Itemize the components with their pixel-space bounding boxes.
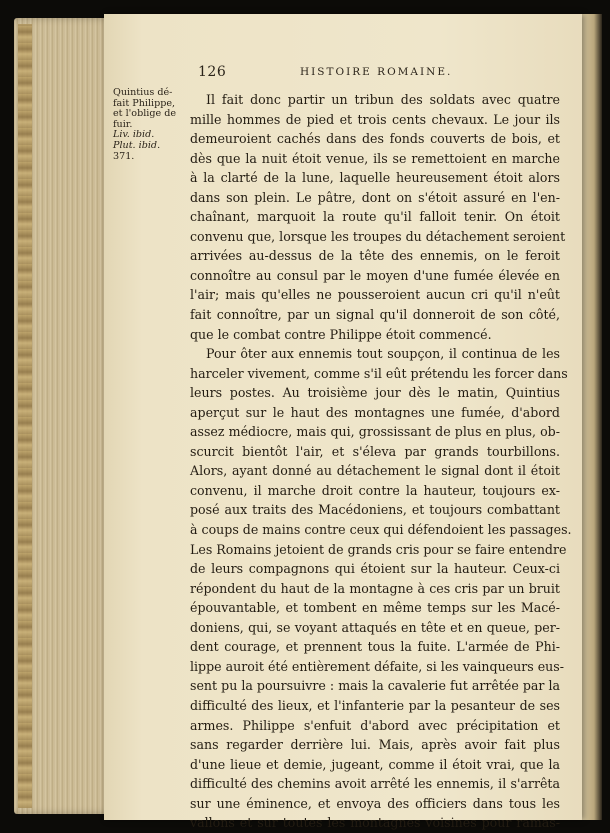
text-line: Les Romains jetoient de grands cris pour se faire entendre xyxy=(190,541,567,557)
text-line: sur une éminence, et envoya des officiers dans tous les xyxy=(190,795,560,811)
marginal-reference: Plut. ibid. xyxy=(113,139,161,151)
text-line: sans regarder derrière lui. Mais, après avoir fait plus xyxy=(190,737,560,753)
text-line: à coups de mains contre ceux qui défendoient les passages. xyxy=(190,522,572,538)
marginal-line: Quintius dé- xyxy=(113,87,173,98)
text-line: Il fait donc partir un tribun des soldats avec quatre xyxy=(206,92,560,107)
text-line: demeuroient cachés dans des fonds couverts de bois, et xyxy=(190,131,560,147)
marginal-line: fuir. xyxy=(113,118,133,130)
text-line: convenu, il marche droit contre la hauteur, toujours ex- xyxy=(190,482,560,498)
text-line: lippe auroit été entièrement défaite, si les vainqueurs eus- xyxy=(190,658,565,674)
text-line: fait connoître, par un signal qu'il donneroit de son côté, xyxy=(190,307,560,323)
text-line: chaînant, marquoit la route qu'il falloit tenir. On étoit xyxy=(190,209,560,225)
marbled-edge xyxy=(18,24,32,808)
text-line: connoître au consul par le moyen d'une fumée élevée en xyxy=(190,267,560,283)
text-line: arrivées au-dessus de la tête des ennemis, on le feroit xyxy=(190,248,560,264)
marginal-line: et l'oblige de xyxy=(113,108,177,120)
text-line: épouvantable, et tombent en même temps sur les Macé- xyxy=(190,600,560,616)
text-line: aperçut sur le haut des montagnes une fumée, d'abord xyxy=(190,404,560,420)
text-line: posé aux traits des Macédoniens, et toujours combattant xyxy=(190,502,560,518)
text-line: dès que la nuit étoit venue, ils se remettoient en marche xyxy=(190,150,560,166)
text-line: difficulté des chemins avoit arrêté les ennemis, il s'arrêta xyxy=(190,776,560,792)
marginal-reference: 371. xyxy=(113,150,135,162)
text-line: Alors, ayant donné au détachement le signal dont il étoit xyxy=(190,463,560,479)
text-line: de leurs compagnons qui étoient sur la hauteur. Ceux-ci xyxy=(190,561,560,577)
text-line: sent pu la poursuivre : mais la cavalerie fut arrêtée par la xyxy=(190,678,560,694)
body-text xyxy=(190,90,572,833)
marginal-reference: Liv. ibid. xyxy=(113,129,155,141)
text-line: que le combat contre Philippe étoit commencé. xyxy=(190,326,492,342)
text-line: leurs postes. Au troisième jour dès le matin, Quintius xyxy=(190,385,560,401)
text-line: l'air; mais qu'elles ne pousseroient aucun cri qu'il n'eût xyxy=(190,287,560,303)
text-line: d'une lieue et demie, jugeant, comme il étoit vrai, que la xyxy=(190,756,560,772)
marginal-line: fait Philippe, xyxy=(113,97,176,109)
marginal-note xyxy=(113,88,191,162)
book-page xyxy=(104,14,582,831)
text-line: dent courage, et prennent tous la fuite. L'armée de Phi- xyxy=(190,639,560,655)
facing-page-edge xyxy=(582,14,602,820)
text-line: répondent du haut de la montagne à ces cris par un bruit xyxy=(190,580,560,596)
text-line: difficulté des lieux, et l'infanterie par la pesanteur de ses xyxy=(190,697,560,713)
text-line: doniens, qui, se voyant attaqués en tête et en queue, per- xyxy=(190,619,560,635)
text-line: armes. Philippe s'enfuit d'abord avec précipitation et xyxy=(190,717,560,733)
text-line: assez médiocre, mais qui, grossissant de plus en plus, ob- xyxy=(190,424,560,440)
text-line: à la clarté de la lune, laquelle heureusement étoit alors xyxy=(190,170,560,186)
page-header xyxy=(198,64,548,84)
text-line: mille hommes de pied et trois cents chevaux. Le jour ils xyxy=(190,111,560,127)
text-line: dans son plein. Le pâtre, dont on s'étoit assuré en l'en- xyxy=(190,189,560,205)
running-head: HISTOIRE ROMAINE. xyxy=(300,66,453,78)
text-line: scurcit bientôt l'air, et s'éleva par grands tourbillons. xyxy=(190,443,560,459)
text-line: convenu que, lorsque les troupes du détachement seroient xyxy=(190,228,566,244)
text-line: vallons et sur toutes les montagnes voisines pour ramas- xyxy=(190,815,560,831)
text-line: harceler vivement, comme s'il eût prétendu les forcer dans xyxy=(190,365,568,381)
text-line: Pour ôter aux ennemis tout soupçon, il continua de les xyxy=(206,346,560,362)
page-number: 126 xyxy=(198,64,227,80)
